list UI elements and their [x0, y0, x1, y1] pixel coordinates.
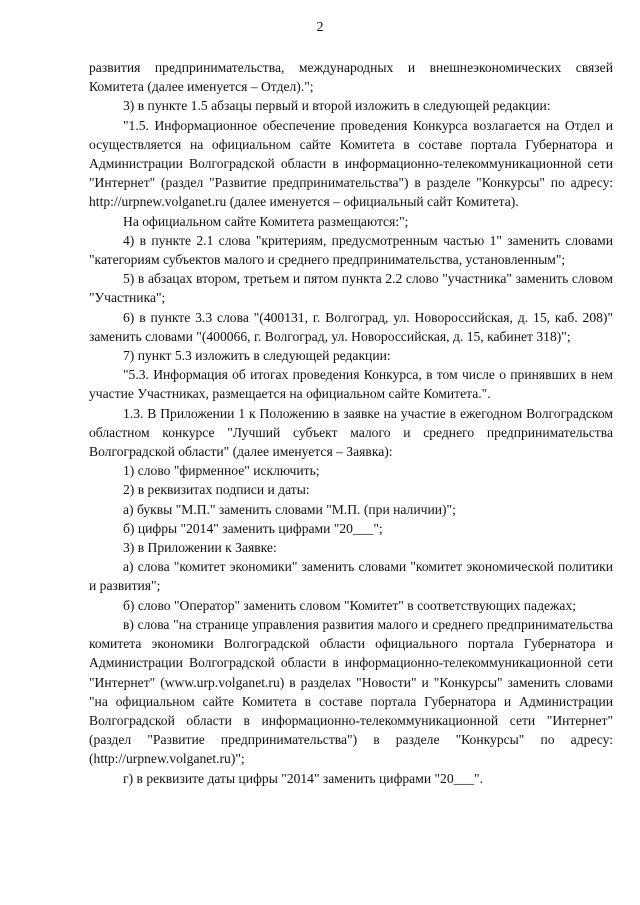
document-body	[89, 58, 613, 788]
paragraph: б) слово "Оператор" заменить словом "Комитет" в соответствующих падежах;	[123, 597, 577, 613]
paragraph: в) слова "на странице управления развития малого и среднего предпринимательства комитета экономики Волгоградской области официального портала Губернатора и Администрации Волгоградской области в информационно-телекоммуникационной сети "Интернет" (www.urp.volganet.ru) в разделах "Новости" и "Конкурсы" заменить словами "на официальном сайте Комитета в составе портала Губернатора и Администрации Волгоградской области в информационно-телекоммуникационной сети "Интернет" (раздел "Развитие предпринимательства") в разделе "Конкурсы" по адресу: (http://urpnew.volganet.ru)";	[89, 616, 613, 767]
paragraph: 3) в Приложении к Заявке:	[123, 540, 277, 556]
paragraph: 1) слово "фирменное" исключить;	[123, 463, 320, 479]
paragraph: 5) в абзацах втором, третьем и пятом пункта 2.2 слово "участника" заменить словом "Участника";	[89, 271, 613, 306]
paragraph: На официальном сайте Комитета размещаются:";	[123, 213, 409, 229]
paragraph: "5.3. Информация об итогах проведения Конкурса, в том числе о принявших в нем участие Участниках, размещается на официальном сайте Комитета.".	[89, 367, 613, 402]
paragraph: а) буквы "М.П." заменить словами "М.П. (при наличии)";	[123, 501, 456, 517]
paragraph: б) цифры "2014" заменить цифрами "20___";	[123, 520, 383, 536]
paragraph: развития предпринимательства, международных и внешнеэкономических связей Комитета (далее именуется – Отдел).";	[89, 60, 613, 95]
paragraph: 1.3. В Приложении 1 к Положению в заявке на участие в ежегодном Волгоградском областном конкурсе "Лучший субъект малого и среднего предпринимательства Волгоградской области" (далее именуется – Заявка):	[89, 405, 613, 460]
paragraph: 4) в пункте 2.1 слова "критериям, предусмотренным частью 1" заменить словами "категориям субъектов малого и среднего предпринимательства, установленным";	[89, 232, 613, 268]
paragraph: 3) в пункте 1.5 абзацы первый и второй изложить в следующей редакции:	[123, 98, 551, 114]
paragraph: "1.5. Информационное обеспечение проведения Конкурса возлагается на Отдел и осуществляется на официальном сайте Комитета в составе портала Губернатора и Администрации Волгоградской области в информационно-телекоммуникационной сети "Интернет" (раздел "Развитие предпринимательства") в разделе "Конкурсы" по адресу: http://urpnew.volganet.ru (далее именуется – официальный сайт Комитета).	[89, 117, 613, 210]
paragraph: г) в реквизите даты цифры "2014" заменить цифрами "20___".	[123, 770, 483, 786]
paragraph: 2) в реквизитах подписи и даты:	[123, 482, 310, 498]
paragraph: 7) пункт 5.3 изложить в следующей редакции:	[123, 348, 391, 364]
paragraph: 6) в пункте 3.3 слова "(400131, г. Волгоград, ул. Новороссийская, д. 15, каб. 208)" заменить словами "(400066, г. Волгоград, ул. Новороссийская, д. 15, кабинет 318)";	[89, 309, 613, 344]
page-number: 2	[316, 20, 324, 35]
paragraph: а) слова "комитет экономики" заменить словами "комитет экономической политики и развития";	[89, 559, 613, 594]
